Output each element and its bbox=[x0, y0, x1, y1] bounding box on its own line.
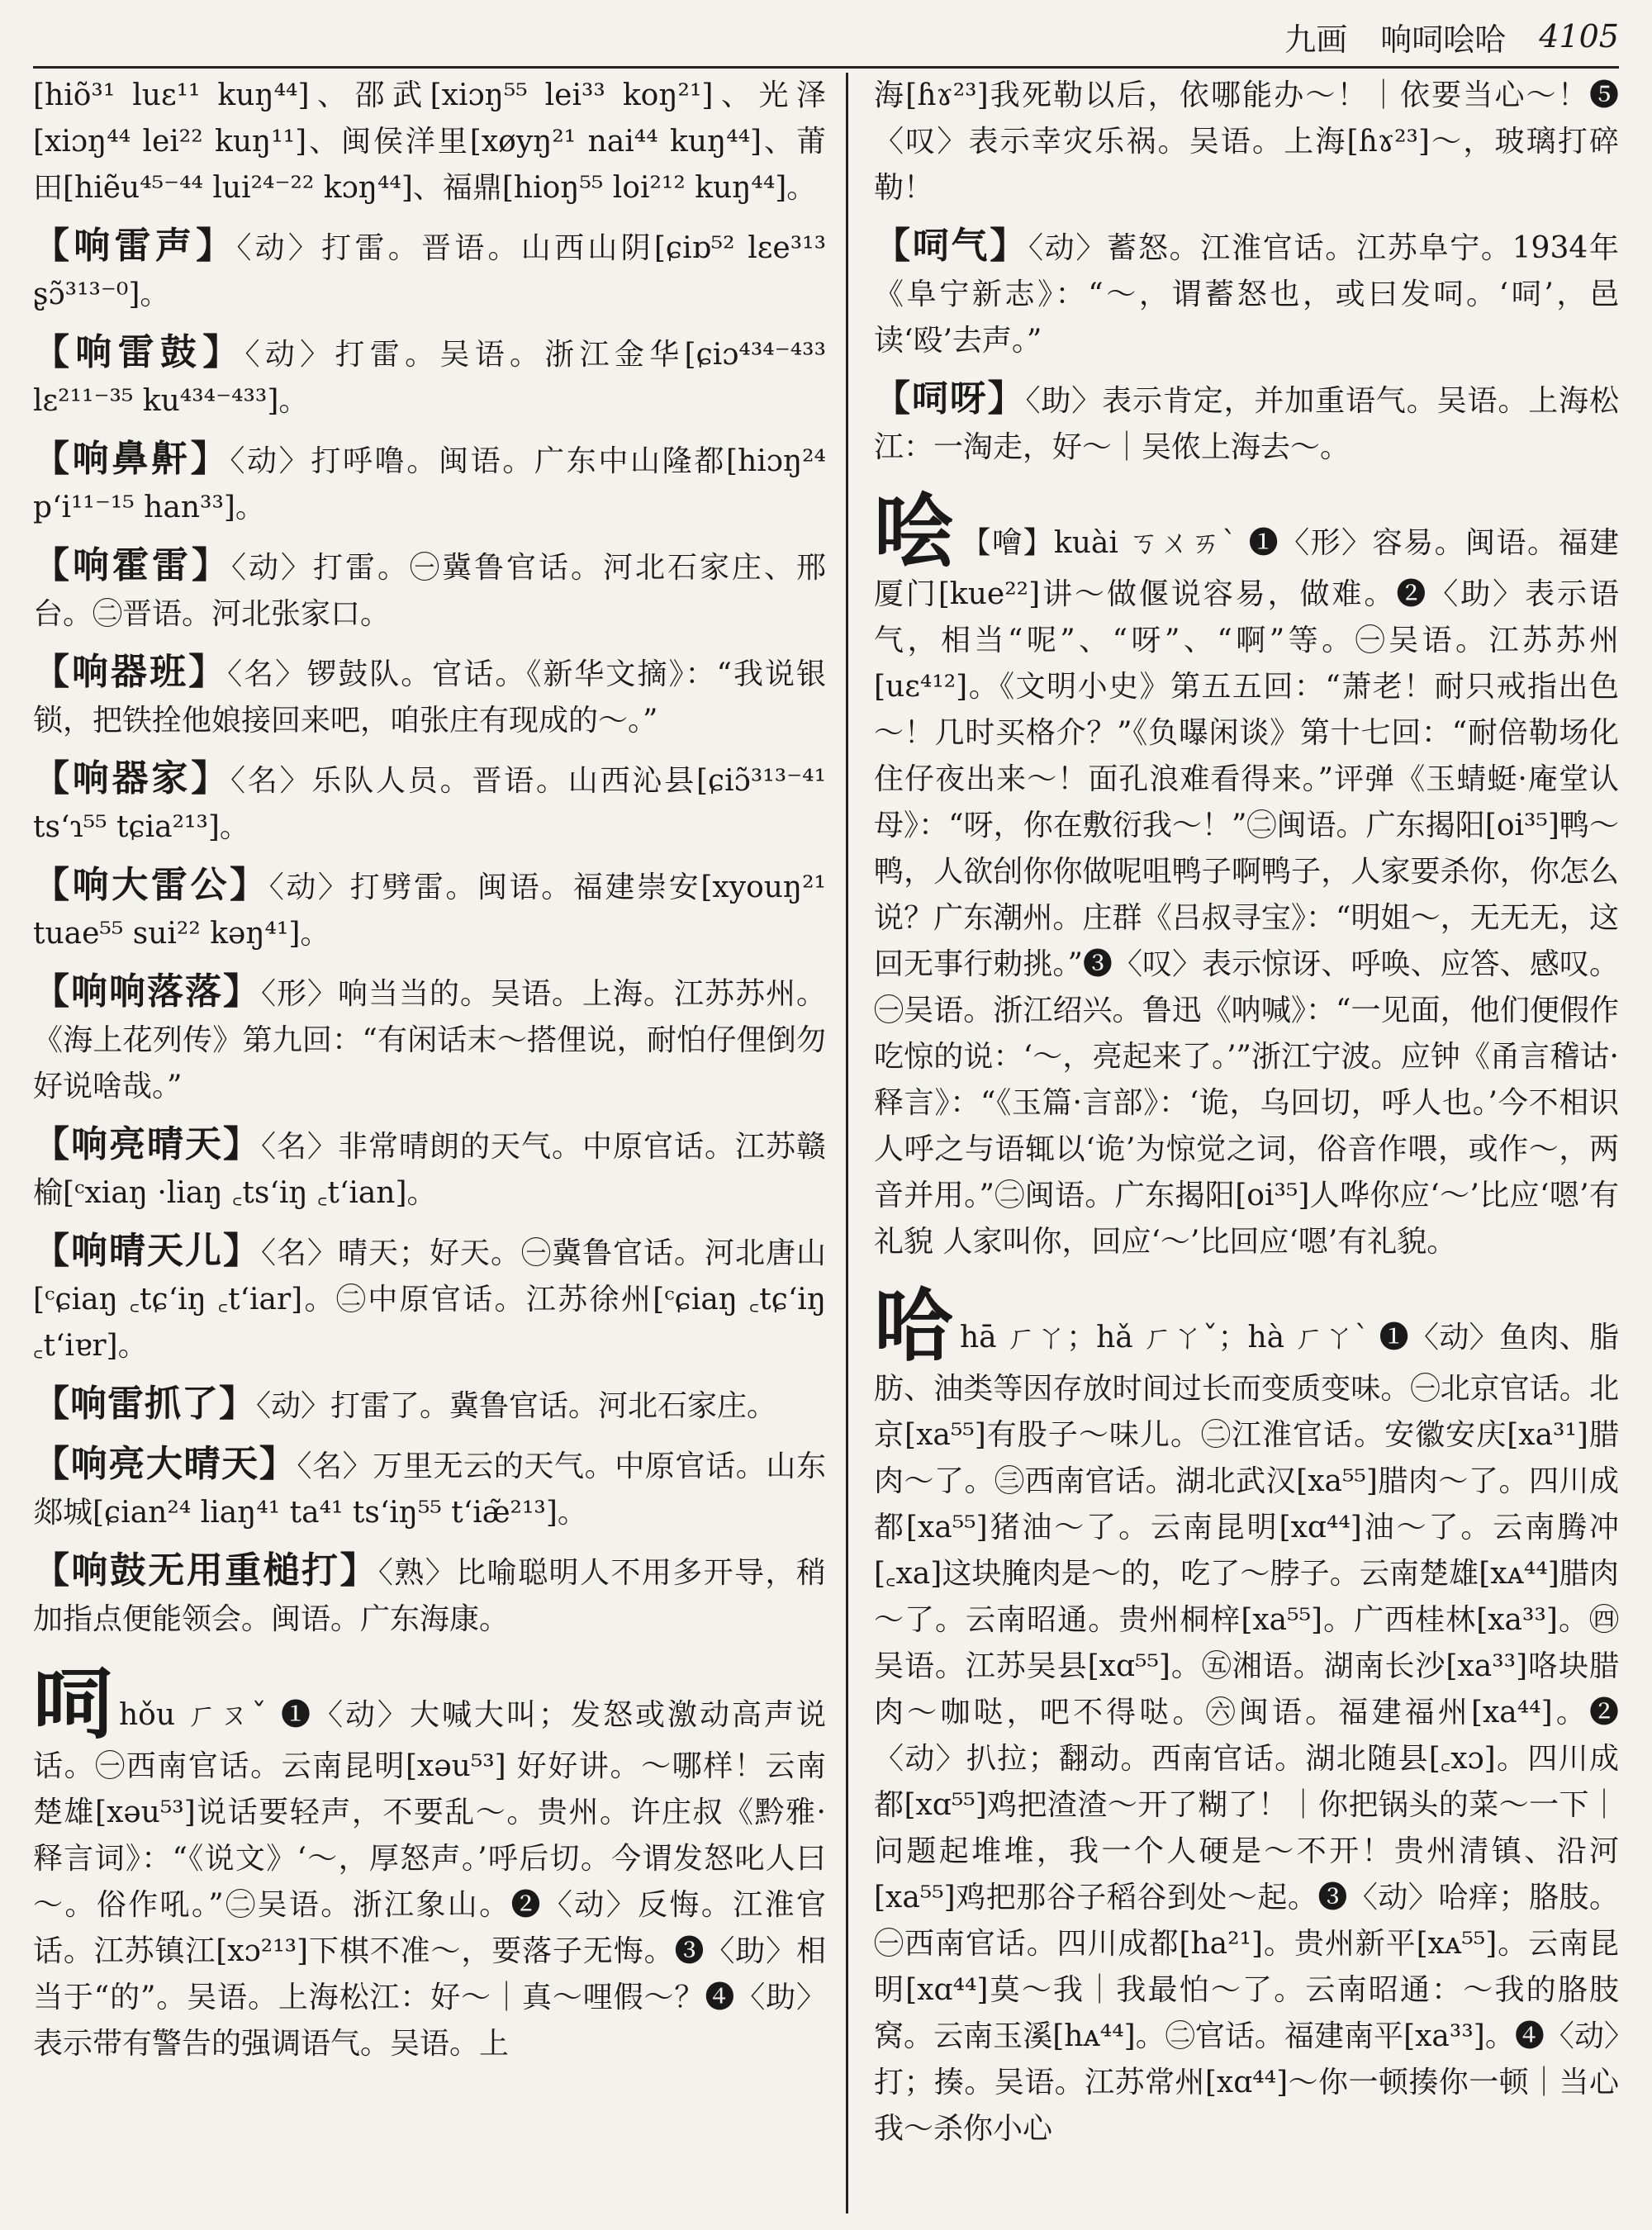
entry-continuation bbox=[874, 73, 1619, 211]
entry-text: 〈助〉表示肯定，并加重语气。吴语。上海松江：一淘走，好～｜吴侬上海去～。 bbox=[874, 384, 1619, 464]
entry-term: 【响亮大晴天】 bbox=[33, 1443, 297, 1485]
entry-text: 〈名〉乐队人员。晋语。山西沁县[ɕiɔ̃³¹³⁻⁴¹ tsʻɿ⁵⁵ tɕia²¹³]。 bbox=[33, 764, 826, 844]
head-entry bbox=[33, 1657, 826, 2067]
entry-term: 【响霍雷】 bbox=[33, 544, 231, 586]
entry-term: 【响鼓无用重槌打】 bbox=[33, 1549, 378, 1592]
entry-term: 【响响落落】 bbox=[33, 970, 261, 1013]
entry-term: 【呞气】 bbox=[874, 225, 1028, 267]
entry bbox=[33, 1122, 826, 1217]
entry-text: [hiõ³¹ luɛ¹¹ kuŋ⁴⁴]、邵武[xiɔŋ⁵⁵ lei³³ koŋ²¹]、光泽[xiɔŋ⁴⁴ lei²² kuŋ¹¹]、闽侯洋里[xøyŋ²¹ nai⁴⁴ kuŋ⁴⁴]、莆田[hiẽu⁴⁵⁻⁴⁴ lui²⁴⁻²² kɔŋ⁴⁴]、福鼎[hioŋ⁵⁵ loi²¹² kuŋ⁴⁴]。 bbox=[33, 78, 826, 205]
entry-text: 〈名〉晴天；好天。㊀冀鲁官话。河北唐山[ᶜɕiaŋ ꜀tɕʻiŋ ꜀tʻiar]。㊁中原官话。江苏徐州[ᶜɕiaŋ ꜀tɕʻiŋ ꜀tʻiɐr]。 bbox=[33, 1236, 826, 1363]
header-rule bbox=[33, 66, 1619, 69]
entry-text: hǒu ㄏㄡˇ ❶〈动〉大喊大叫；发怒或激动高声说话。㊀西南官话。云南昆明[xəu⁵³] 好好讲。～哪样！云南楚雄[xəu⁵³]说话要轻声，不要乱～。贵州。许庄叔《黔雅·释言词》：“《说文》‘～，厚怒声。’呼后切。今谓发怒叱人曰～。俗作吼。”㊁吴语。浙江象山。❷〈动〉反悔。江淮官话。江苏镇江[xɔ²¹³]下棋不准～，要落子无悔。❸〈助〉相当于“的”。吴语。上海松江：好～｜真～哩假～？❹〈助〉表示带有警告的强调语气。吴语。上 bbox=[33, 1698, 826, 2061]
entry-text: hā ㄏㄚ；hǎ ㄏㄚˇ；hà ㄏㄚˋ ❶〈动〉鱼肉、脂肪、油类等因存放时间过长而变质变味。㊀北京官话。北京[xa⁵⁵]有股子～味儿。㊁江淮官话。安徽安庆[xa³¹]腊肉～了。㊂西南官话。湖北武汉[xa⁵⁵]腊肉～了。四川成都[xa⁵⁵]猪油～了。云南昆明[xɑ⁴⁴]油～了。云南腾冲[꜀xa]这块腌肉是～的，吃了～脖子。云南楚雄[xᴀ⁴⁴]腊肉～了。云南昭通。贵州桐梓[xa⁵⁵]。广西桂林[xa³³]。㊃吴语。江苏吴县[xɑ⁵⁵]。㊄湘语。湖南长沙[xa³³]咯块腊肉～咖哒，吧不得哒。㊅闽语。福建福州[xa⁴⁴]。❷〈动〉扒拉；翻动。西南官话。湖北随县[꜀xɔ]。四川成都[xɑ⁵⁵]鸡把渣渣～开了糊了！｜你把锅头的菜～一下｜问题起堆堆，我一个人硬是～不开！贵州清镇、沿河[xa⁵⁵]鸡把那谷子稻谷到处～起。❸〈动〉哈痒；胳肢。㊀西南官话。四川成都[ha²¹]。贵州新平[xᴀ⁵⁵]。云南昆明[xɑ⁴⁴]莫～我｜我最怕～了。云南昭通：～我的胳肢窝。云南玉溪[hᴀ⁴⁴]。㊁官话。福建南平[xa³³]。❹〈动〉打；揍。吴语。江苏常州[xɑ⁴⁴]～你一顿揍你一顿｜当心我～杀你小心 bbox=[874, 1321, 1619, 2146]
entry-term: 【响大雷公】 bbox=[33, 864, 269, 906]
entry bbox=[33, 1381, 826, 1430]
entry bbox=[33, 543, 826, 638]
entry-term: 【响器家】 bbox=[33, 757, 230, 799]
entry-text: 〈名〉锣鼓队。官话。《新华文摘》：“我说银锁，把铁拴他娘接回来吧，咱张庄有现成的～。” bbox=[33, 657, 826, 738]
header-section: 九画 bbox=[1284, 21, 1348, 58]
head-entry bbox=[874, 485, 1619, 1265]
entry-term: 【呞呀】 bbox=[874, 377, 1026, 420]
entry-text: 〈形〉响当当的。吴语。上海。江苏苏州。《海上花列传》第九回：“有闲话末～搭俚说，耐怕仔俚倒勿好说啥哉。” bbox=[33, 977, 826, 1103]
header-chars: 响呞哙哈 bbox=[1380, 21, 1507, 58]
entry-term: 【响雷抓了】 bbox=[33, 1383, 256, 1425]
entry-text: 〈动〉打雷。晋语。山西山阴[ɕiɒ⁵² lɛe³¹³ ʂɔ̃³¹³⁻⁰]。 bbox=[33, 231, 826, 311]
entry bbox=[33, 756, 826, 851]
entry-text: 海[ɦɤ²³]我死勒以后，依哪能办～！｜依要当心～！❺〈叹〉表示幸灾乐祸。吴语。上海[ɦɤ²³]～，玻璃打碎勒！ bbox=[874, 78, 1619, 205]
entry bbox=[33, 1228, 826, 1369]
head-character: 呞 bbox=[33, 1657, 112, 1750]
entry-term: 【响鼻鼾】 bbox=[33, 438, 230, 480]
entry-text: 〈动〉打雷了。冀鲁官话。河北石家庄。 bbox=[256, 1389, 777, 1423]
entry bbox=[33, 1548, 826, 1643]
entry bbox=[33, 862, 826, 957]
entry-text: 〈动〉打劈雷。闽语。福建崇安[xyouŋ²¹ tuae⁵⁵ sui²² kəŋ⁴¹]。 bbox=[33, 871, 826, 951]
entry bbox=[33, 330, 826, 425]
entry-text: 〈名〉非常晴朗的天气。中原官话。江苏赣榆[ᶜxiaŋ ·liaŋ ꜀tsʻiŋ ꜀tʻian]。 bbox=[33, 1130, 826, 1210]
entry bbox=[33, 649, 826, 744]
page-number: 4105 bbox=[1539, 18, 1619, 55]
entry bbox=[33, 436, 826, 531]
entry-text: 〈名〉万里无云的天气。中原官话。山东郯城[ɕian²⁴ liaŋ⁴¹ ta⁴¹ tsʻiŋ⁵⁵ tʻiæ̃²¹³]。 bbox=[33, 1450, 826, 1530]
entry-text: 〈动〉蓄怒。江淮官话。江苏阜宁。1934年《阜宁新志》：“～，谓蓄怒也，或曰发呞。‘呞’，邑读‘殴’去声。” bbox=[874, 231, 1619, 358]
right-column bbox=[874, 73, 1619, 2213]
entry-text: 〈动〉打雷。㊀冀鲁官话。河北石家庄、邢台。㊁晋语。河北张家口。 bbox=[33, 551, 826, 631]
entry-term: 【响雷鼓】 bbox=[33, 331, 245, 373]
column-divider bbox=[846, 73, 848, 2213]
entry-term: 【响器班】 bbox=[33, 651, 228, 693]
entry bbox=[33, 969, 826, 1110]
page-header bbox=[33, 10, 1619, 63]
head-entry bbox=[874, 1279, 1619, 2152]
entry-text: 〈动〉打雷。吴语。浙江金华[ɕiɔ⁴³⁴⁻⁴³³ lɛ²¹¹⁻³⁵ ku⁴³⁴⁻⁴³³]。 bbox=[33, 338, 826, 418]
entry bbox=[874, 223, 1619, 364]
entry bbox=[33, 1441, 826, 1536]
entry-text: 【噲】kuài ㄎㄨㄞˋ ❶〈形〉容易。闽语。福建厦门[kue²²]讲～做偃说容易，做难。❷〈助〉表示语气，相当“呢”、“呀”、“啊”等。㊀吴语。江苏苏州[uɛ⁴¹²]。《文明小史》第五五回：“萧老！耐只戒指出色～！几时买格介？”《负曝闲谈》第十七回：“耐倍勒场化住仔夜出来～！面孔浪难看得来。”评弹《玉蜻蜓·庵堂认母》：“呀，你在敷衍我～！”㊁闽语。广东揭阳[oi³⁵]鸭～鸭，人欲刣你你做呢咀鸭子啊鸭子，人家要杀你，你怎么说？广东潮州。庄群《吕叔寻宝》：“明姐～，无无无，这回无事行勅挑。”❸〈叹〉表示惊讶、呼唤、应答、感叹。㊀吴语。浙江绍兴。鲁迅《呐喊》：“一见面，他们便假作吃惊的说：‘～，亮起来了。’”浙江宁波。应钟《甬言稽诂·释言》：“《玉篇·言部》：‘诡，乌回切，呼人也。’今不相识人呼之与语辄以‘诡’为惊觉之词，俗音作喂，或作～，两音并用。”㊁闽语。广东揭阳[oi³⁵]人哗你应‘～’比应‘嗯’有礼貌 人家叫你，回应‘～’比回应‘嗯’有礼貌。 bbox=[874, 526, 1619, 1259]
entry bbox=[874, 376, 1619, 471]
entry-term: 【响亮晴天】 bbox=[33, 1123, 261, 1165]
entry bbox=[33, 223, 826, 318]
head-character: 哙 bbox=[874, 485, 953, 578]
head-character: 哈 bbox=[874, 1279, 953, 1373]
left-column bbox=[33, 73, 826, 2213]
entry-term: 【响雷声】 bbox=[33, 225, 237, 267]
entry-term: 【响晴天儿】 bbox=[33, 1230, 261, 1272]
entry-text: 〈熟〉比喻聪明人不用多开导，稍加指点便能领会。闽语。广东海康。 bbox=[33, 1556, 826, 1636]
entry-text: 〈动〉打呼噜。闽语。广东中山隆都[hiɔŋ²⁴ pʻi¹¹⁻¹⁵ han³³]。 bbox=[33, 444, 826, 524]
entry-continuation bbox=[33, 73, 826, 211]
